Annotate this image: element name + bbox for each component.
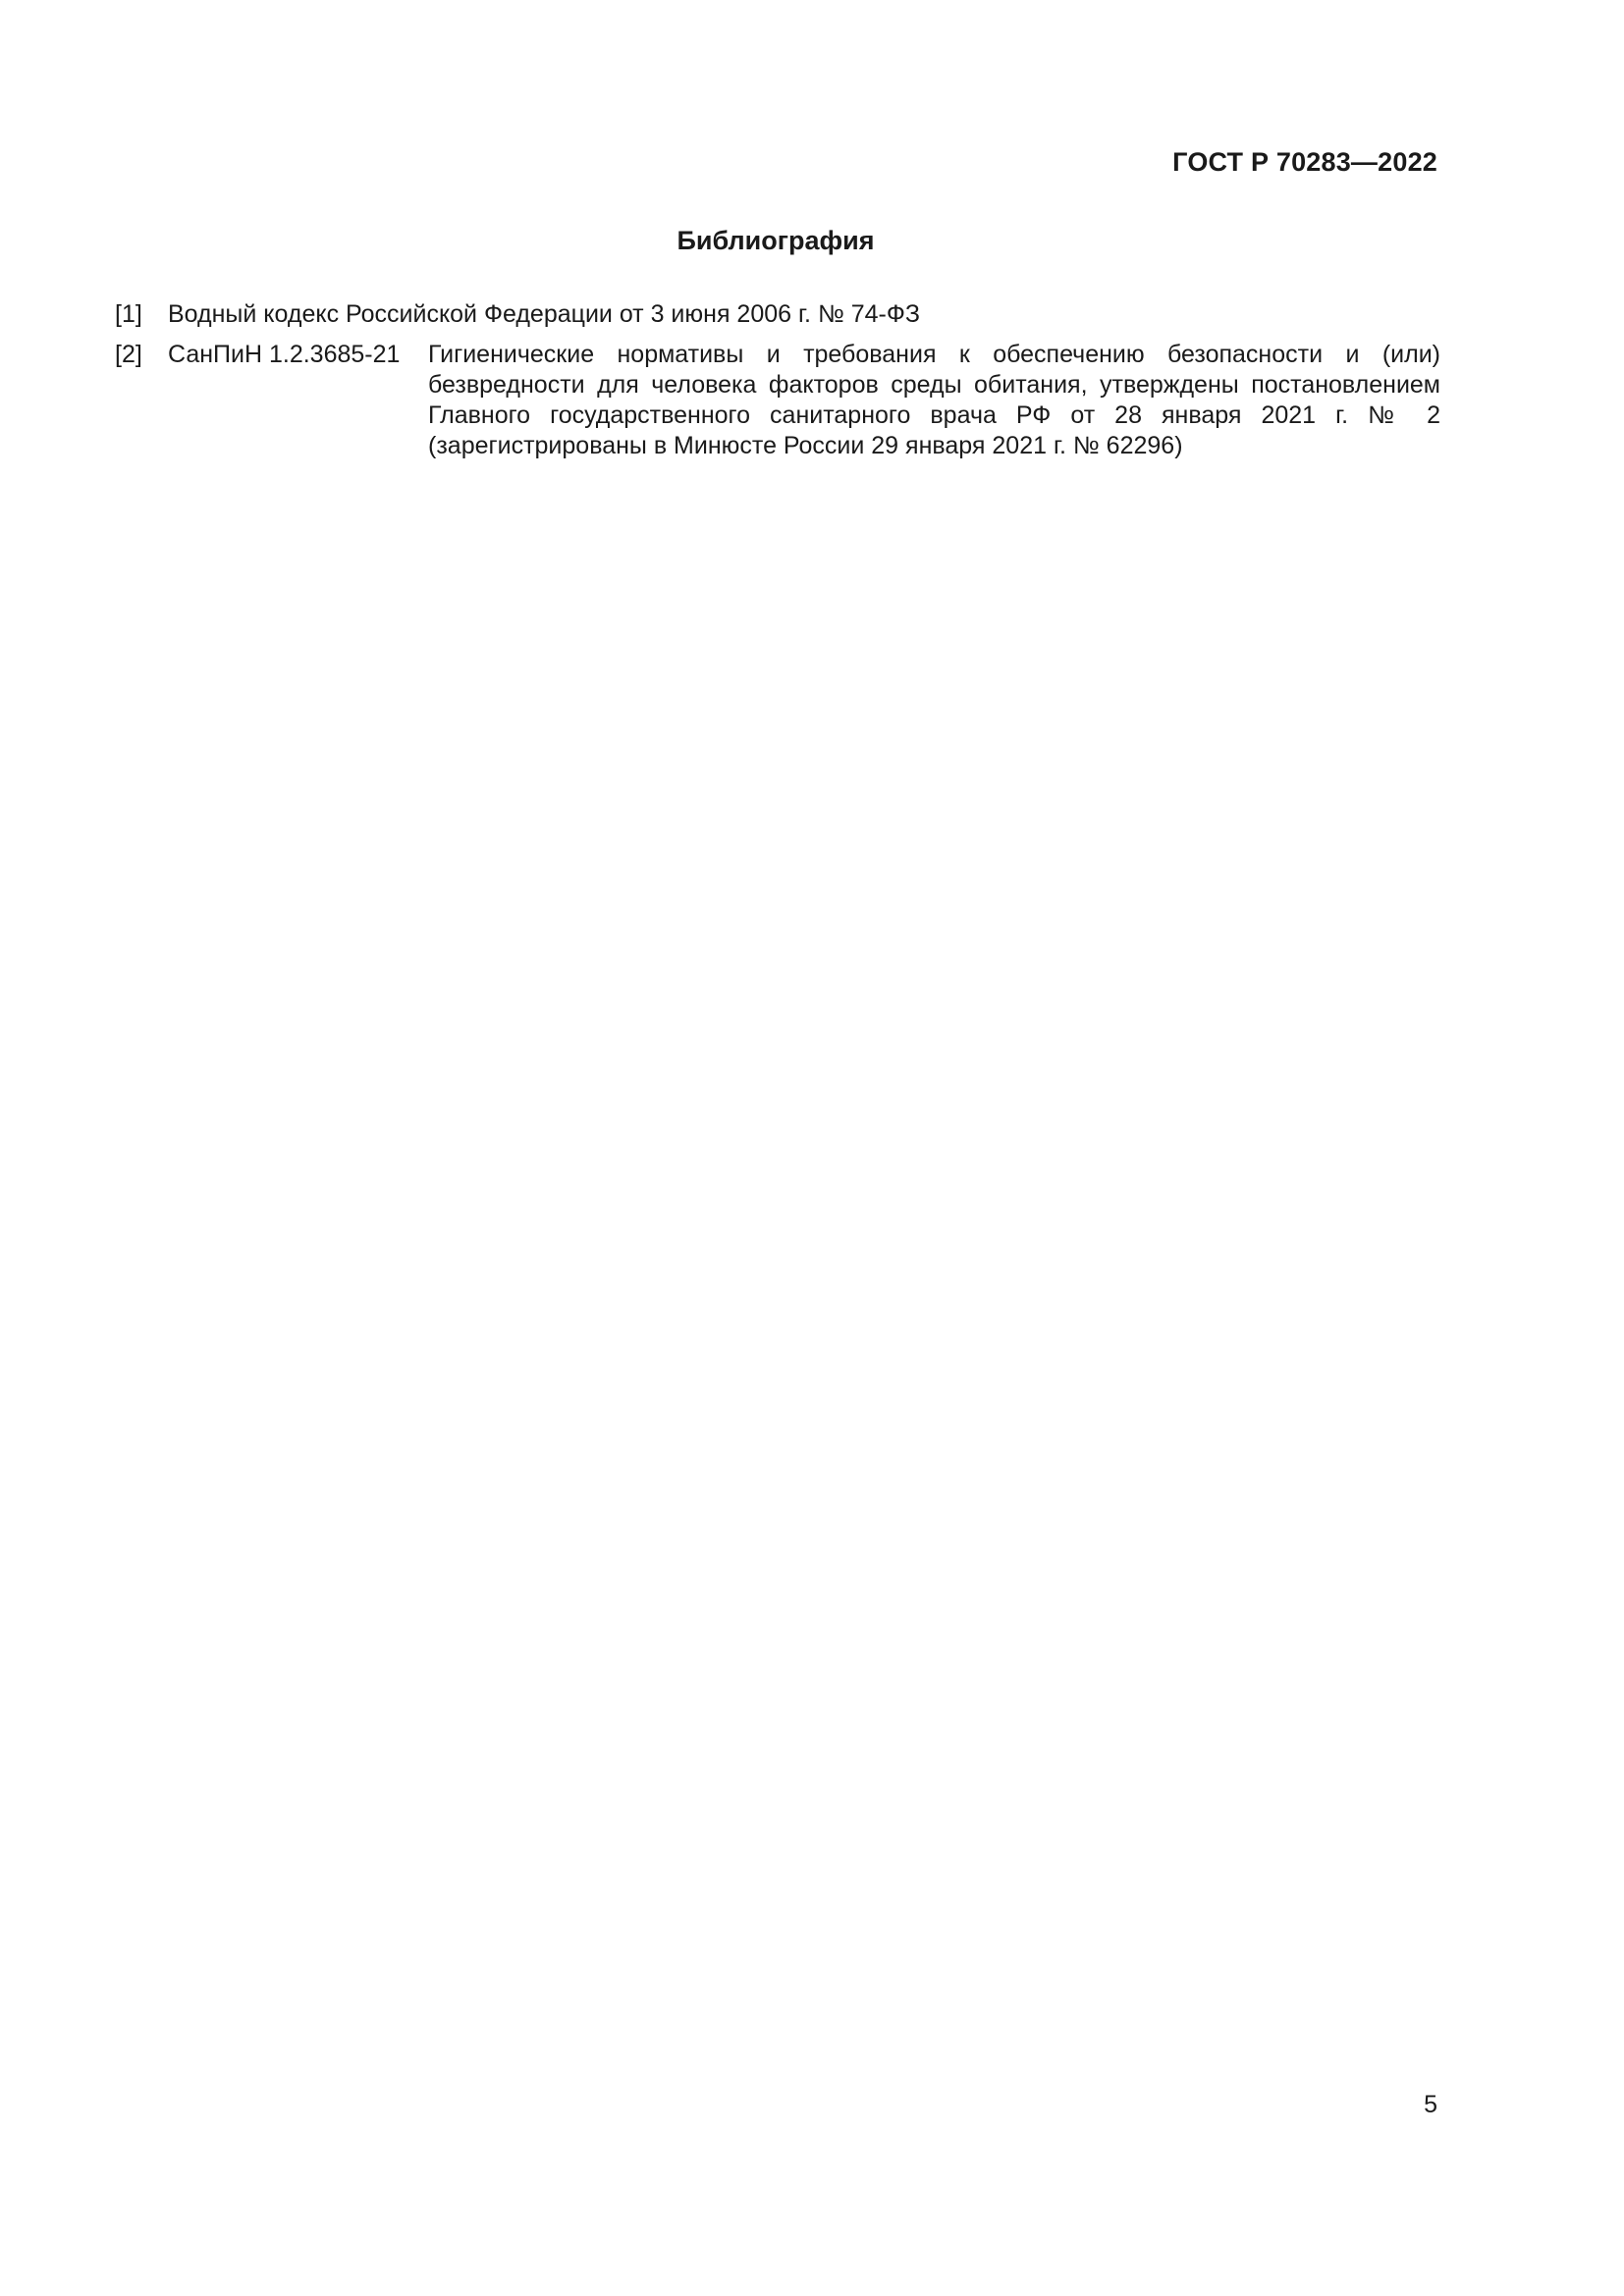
bibliography-item-text: Водный кодекс Российской Федерации от 3 июня 2006 г. № 74-ФЗ — [168, 300, 920, 328]
bibliography-item-1 — [115, 299, 1440, 330]
bibliography-item-code: СанПиН 1.2.3685-21 — [168, 341, 401, 368]
bibliography-title: Библиография — [677, 226, 875, 255]
document-code: ГОСТ Р 70283—2022 — [1172, 147, 1437, 177]
bibliography-item-description: Гигиенические нормативы и требования к обеспечению безопасности и (или) безвредности для человека факторов среды обитания, утверждены постановлением Главного государственного санитарного врача РФ от 28 января 2021 г. № 2 (зарегистрированы в Минюсте России 29 января 2021 г. № 62296) — [428, 341, 1440, 459]
bibliography-list — [115, 299, 1440, 471]
bibliography-item-number: [1] — [115, 300, 142, 328]
bibliography-item-2 — [115, 340, 1440, 461]
bibliography-item-number: [2] — [115, 341, 142, 368]
page-number: 5 — [1424, 2091, 1437, 2118]
